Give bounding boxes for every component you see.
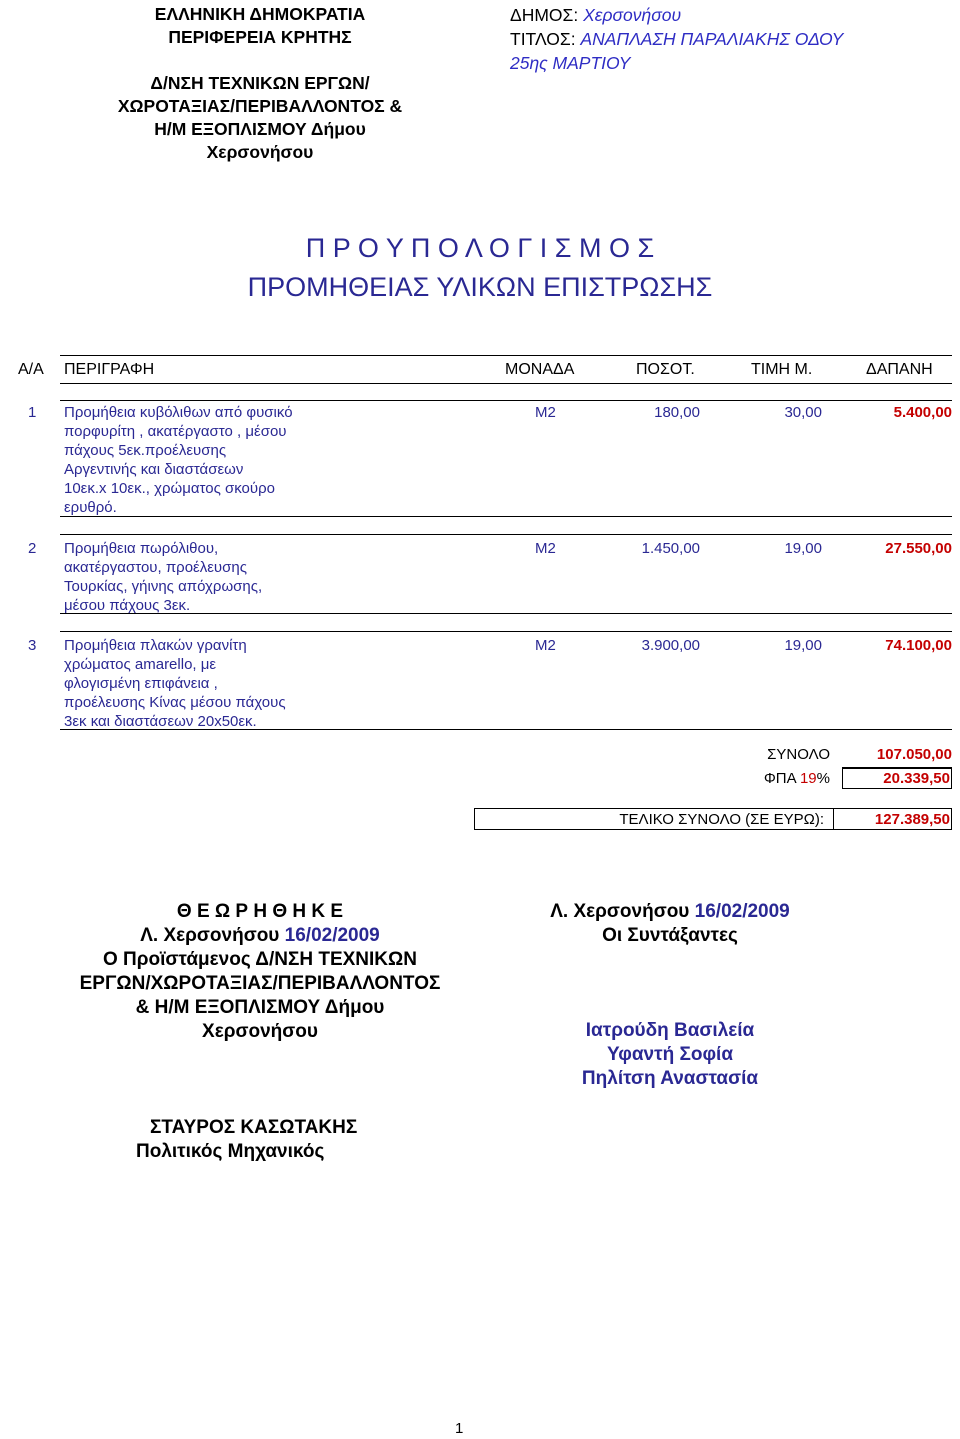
description-line: 10εκ.x 10εκ., χρώματος σκούρο <box>64 480 275 497</box>
row-description <box>64 636 286 731</box>
issuer-line: Δ/ΝΣΗ ΤΕΧΝΙΚΩΝ ΕΡΓΩΝ/ <box>150 73 370 93</box>
municipality-value: Χερσονήσου <box>583 5 682 25</box>
col-header-aa: Α/Α <box>18 361 44 378</box>
description-line: ερυθρό. <box>64 499 117 516</box>
description-line: Προμήθεια κυβόλιθων από φυσικό <box>64 404 293 421</box>
approval-block <box>60 900 460 1044</box>
row-rule <box>60 631 952 632</box>
approver-role-line: ΕΡΓΩΝ/ΧΩΡΟΤΑΞΙΑΣ/ΠΕΡΙΒΑΛΛΟΝΤΟΣ <box>79 973 441 994</box>
description-line: πορφυρίτη , ακατέργαστο , μέσου <box>64 423 287 440</box>
row-rule <box>60 400 952 401</box>
sum-label: ΣΥΝΟΛΟ <box>767 746 830 763</box>
title-row-cont <box>510 51 950 75</box>
row-cost: 5.400,00 <box>893 404 952 421</box>
compiler-name: Υφαντή Σοφία <box>606 1044 734 1065</box>
head-signature <box>136 1116 357 1164</box>
approver-role-line: Χερσονήσου <box>202 1021 318 1042</box>
description-line: 3εκ και διαστάσεων 20x50εκ. <box>64 713 257 730</box>
document-subtitle: ΠΡΟΜΗΘΕΙΑΣ ΥΛΙΚΩΝ ΕΠΙΣΤΡΩΣΗΣ <box>247 272 713 302</box>
row-number: 3 <box>28 637 37 654</box>
municipality-row <box>510 3 950 27</box>
row-number: 2 <box>28 540 37 557</box>
description-line: Προμήθεια πλακών γρανίτη <box>64 637 247 654</box>
description-line: Αργεντινής και διαστάσεων <box>64 461 244 478</box>
table-top-rule <box>60 355 952 356</box>
col-header-price: ΤΙΜΗ Μ. <box>751 361 813 378</box>
row-rule <box>60 613 952 614</box>
description-line: Τουρκίας, γήινης απόχρωσης, <box>64 578 263 595</box>
col-header-description: ΠΕΡΙΓΡΑΦΗ <box>64 361 155 378</box>
col-header-quantity: ΠΟΣΟΤ. <box>636 361 695 378</box>
vat-value: 20.339,50 <box>883 770 950 787</box>
title-row <box>510 27 950 51</box>
row-price: 19,00 <box>784 540 822 557</box>
row-unit: Μ2 <box>535 637 556 654</box>
row-description <box>64 403 293 517</box>
description-line: Προμήθεια πωρόλιθου, <box>64 540 219 557</box>
sum-value: 107.050,00 <box>876 746 952 763</box>
approver-role-line: Ο Προϊστάμενος Δ/ΝΣΗ ΤΕΧΝΙΚΩΝ <box>102 949 417 970</box>
approver-role-line: & Η/Μ ΕΞΟΠΛΙΣΜΟΥ Δήμου <box>135 997 385 1018</box>
vat-label: ΦΠΑ <box>763 770 796 787</box>
row-quantity: 3.900,00 <box>641 637 700 654</box>
compilers-names <box>520 1019 820 1091</box>
issuer-line: Χερσονήσου <box>206 142 314 162</box>
approved-date: 16/02/2009 <box>284 925 380 946</box>
description-line: φλογισμένη επιφάνεια , <box>64 675 218 692</box>
municipality-label: ΔΗΜΟΣ: <box>510 5 579 25</box>
issuer-line: ΧΩΡΟΤΑΞΙΑΣ/ΠΕΡΙΒΑΛΛΟΝΤΟΣ & <box>117 96 403 116</box>
final-total-label: ΤΕΛΙΚΟ ΣΥΝΟΛΟ (ΣΕ ΕΥΡΩ): <box>619 811 824 828</box>
row-rule <box>60 534 952 535</box>
issuer-line: Η/Μ ΕΞΟΠΛΙΣΜΟΥ Δήμου <box>154 119 366 139</box>
vat-row <box>720 770 830 787</box>
header-bottom-rule <box>60 383 952 384</box>
description-line: μέσου πάχους 3εκ. <box>64 597 191 614</box>
row-price: 30,00 <box>784 404 822 421</box>
compiled-place-date <box>520 900 820 924</box>
issuer-gap <box>60 49 460 72</box>
compiler-name: Ιατρούδη Βασιλεία <box>585 1020 755 1041</box>
col-header-unit: ΜΟΝΑΔΑ <box>505 361 575 378</box>
description-line: ακατέργαστου, προέλευσης <box>64 559 247 576</box>
final-total-divider <box>833 808 834 830</box>
compiled-role: Οι Συντάξαντες <box>602 925 738 946</box>
project-title-label: ΤΙΤΛΟΣ: <box>510 29 576 49</box>
row-unit: Μ2 <box>535 404 556 421</box>
row-unit: Μ2 <box>535 540 556 557</box>
final-total-value: 127.389,50 <box>874 811 950 828</box>
description-line: χρώματος amarello, με <box>64 656 217 673</box>
compiled-place: Λ. Χερσονήσου <box>550 901 690 922</box>
row-rule <box>60 516 952 517</box>
row-number: 1 <box>28 404 37 421</box>
row-cost: 74.100,00 <box>885 637 952 654</box>
col-header-cost: ΔΑΠΑΝΗ <box>866 361 933 378</box>
row-cost: 27.550,00 <box>885 540 952 557</box>
document-title: Π Ρ Ο Υ Π Ο Λ Ο Γ Ι Σ Μ Ο Σ <box>305 233 655 263</box>
table-bottom-rule <box>60 729 952 730</box>
approved-place: Λ. Χερσονήσου <box>140 925 280 946</box>
issuer-line: ΠΕΡΙΦΕΡΕΙΑ ΚΡΗΤΗΣ <box>168 27 352 47</box>
page-number: 1 <box>455 1420 464 1437</box>
row-quantity: 180,00 <box>654 404 700 421</box>
compiler-name: Πηλίτση Αναστασία <box>581 1068 759 1089</box>
row-description <box>64 539 262 615</box>
issuer-block <box>60 3 460 164</box>
issuer-line: ΕΛΛΗΝΙΚΗ ΔΗΜΟΚΡΑΤΙΑ <box>154 4 366 24</box>
row-quantity: 1.450,00 <box>641 540 700 557</box>
approved-heading: Θ Ε Ω Ρ Η Θ Η Κ Ε <box>176 901 344 922</box>
description-line: πάχους 5εκ.προέλευσης <box>64 442 227 459</box>
approved-place-date <box>60 924 460 948</box>
compilers-block <box>520 900 820 948</box>
compiled-date: 16/02/2009 <box>694 901 790 922</box>
row-price: 19,00 <box>784 637 822 654</box>
vat-rate: 19 <box>799 770 817 787</box>
head-name: ΣΤΑΥΡΟΣ ΚΑΣΩΤΑΚΗΣ <box>150 1117 358 1138</box>
project-title-value-cont: 25ης ΜΑΡΤΙΟΥ <box>510 53 631 73</box>
project-title-value: ΑΝΑΠΛΑΣΗ ΠΑΡΑΛΙΑΚΗΣ ΟΔΟΥ <box>580 29 844 49</box>
project-block <box>510 3 950 75</box>
head-title: Πολιτικός Μηχανικός <box>136 1141 325 1162</box>
vat-percent: % <box>816 770 830 787</box>
description-line: προέλευσης Κίνας μέσου πάχους <box>64 694 286 711</box>
